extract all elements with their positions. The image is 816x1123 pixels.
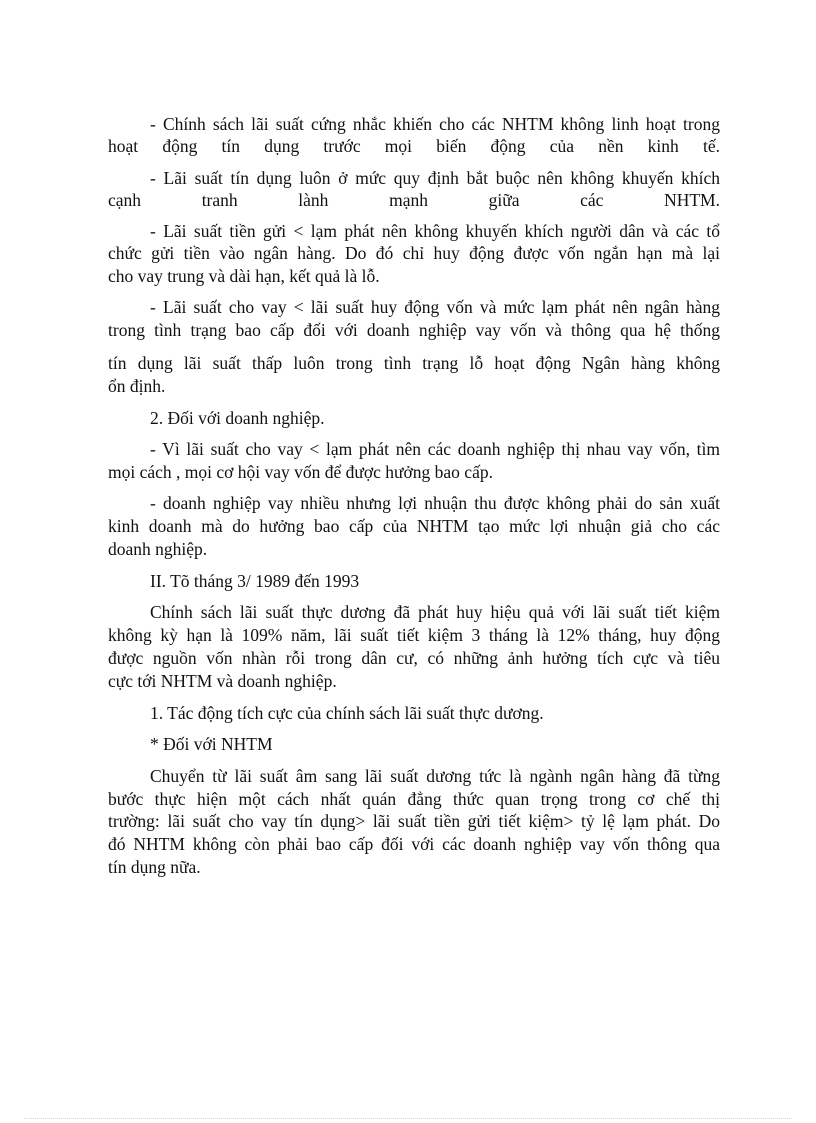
text-line: Chuyển từ lãi suất âm sang lãi suất dương tức là ngành ngân hàng đã từng bbox=[150, 766, 720, 786]
text-line: Chính sách lãi suất thực dương đã phát huy hiệu quả với lãi suất tiết kiệm bbox=[150, 602, 720, 622]
text-line: cực tới NHTM và doanh nghiệp. bbox=[108, 671, 337, 691]
text-line: bước thực hiện một cách nhất quán đẳng thức quan trọng trong cơ chế thị bbox=[108, 789, 720, 809]
text-line: kinh doanh mà do hưởng bao cấp của NHTM tạo mức lợi nhuận giả cho các bbox=[108, 516, 720, 536]
text-line: doanh nghiệp. bbox=[108, 539, 208, 559]
text-line: - Vì lãi suất cho vay < lạm phát nên các doanh nghiệp thị nhau vay vốn, tìm bbox=[150, 439, 720, 459]
text-line: - Lãi suất tiền gửi < lạm phát nên không khuyến khích người dân và các tổ bbox=[150, 221, 720, 241]
section-heading: 1. Tác động tích cực của chính sách lãi suất thực dương. bbox=[150, 703, 544, 723]
text-line: hoạt động tín dụng trước mọi biến động của nền kinh tế. bbox=[108, 136, 720, 156]
text-line: cho vay trung và dài hạn, kết quả là lỗ. bbox=[108, 266, 380, 286]
text-line: - Lãi suất tín dụng luôn ở mức quy định bắt buộc nên không khuyến khích bbox=[150, 168, 720, 188]
text-line: mọi cách , mọi cơ hội vay vốn để được hưởng bao cấp. bbox=[108, 462, 493, 482]
section-heading: * Đối với NHTM bbox=[150, 734, 273, 754]
page-edge-divider bbox=[24, 1118, 792, 1119]
text-line: tín dụng nữa. bbox=[108, 857, 201, 877]
text-line: trường: lãi suất cho vay tín dụng> lãi suất tiền gửi tiết kiệm> tỷ lệ lạm phát. Do bbox=[108, 811, 720, 831]
text-line: đó NHTM không còn phải bao cấp đối với các doanh nghiệp vay vốn thông qua bbox=[108, 834, 720, 854]
section-heading: 2. Đối với doanh nghiệp. bbox=[150, 408, 325, 428]
text-line: ổn định. bbox=[108, 376, 166, 396]
text-line: - doanh nghiệp vay nhiều nhưng lợi nhuận thu được không phải do sản xuất bbox=[150, 493, 720, 513]
text-line: được nguồn vốn nhàn rỗi trong dân cư, có những ảnh hưởng tích cực và tiêu bbox=[108, 648, 720, 668]
text-line: - Chính sách lãi suất cứng nhắc khiến cho các NHTM không linh hoạt trong bbox=[150, 114, 720, 134]
text-line: cạnh tranh lành mạnh giữa các NHTM. bbox=[108, 190, 720, 210]
section-heading: II. Tõ tháng 3/ 1989 đến 1993 bbox=[150, 571, 360, 591]
text-line: không kỳ hạn là 109% năm, lãi suất tiết kiệm 3 tháng là 12% tháng, huy động bbox=[108, 625, 720, 645]
text-line: trong tình trạng bao cấp đối với doanh nghiệp vay vốn và thông qua hệ thống bbox=[108, 320, 720, 340]
text-line: tín dụng lãi suất thấp luôn trong tình trạng lỗ hoạt động Ngân hàng không bbox=[108, 353, 720, 373]
text-line: - Lãi suất cho vay < lãi suất huy động vốn và mức lạm phát nên ngân hàng bbox=[150, 297, 720, 317]
text-line: chức gửi tiền vào ngân hàng. Do đó chỉ huy động được vốn ngắn hạn mà lại bbox=[108, 243, 720, 263]
